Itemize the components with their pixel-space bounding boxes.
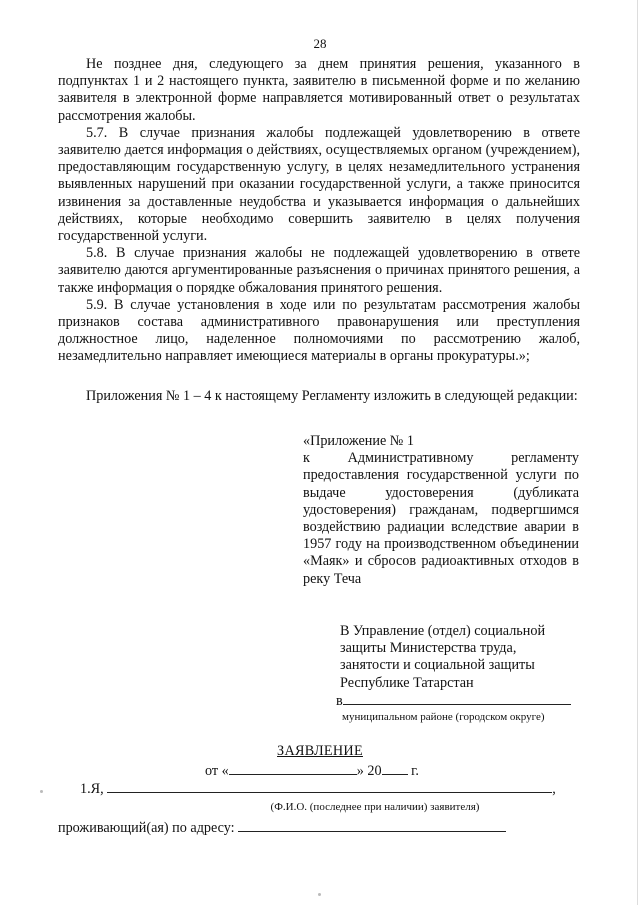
paragraph-5-8: 5.8. В случае признания жалобы не подлежащей удовлетворению в ответе заявителю даются аргументированные разъяснения о причинах принятого решения, а также информация о порядке обжалования принятого решения. (58, 245, 580, 296)
paragraph-appendices: Приложения № 1 – 4 к настоящему Регламенту изложить в следующей редакции: (86, 387, 578, 404)
appendix-description: к Административному регламенту предоставления государственной услуги по выдаче удостоверения (дубликата удостоверения) гражданам, подвергшимся воздействию радиации вследствие аварии в 1957 году на производственном объединении «Маяк» и сбросов радиоактивных отходов в реку Теча (303, 450, 579, 587)
paragraph-5-9: 5.9. В случае установления в ходе или по результатам рассмотрения жалобы признаков состава административного правонарушения или преступления должностное лицо, наделенное полномочиями по рассмотрению жалоб, незамедлительно направляет имеющиеся материалы в органы прокуратуры.»; (58, 296, 580, 365)
addressee-line-4: Республике Татарстан (340, 674, 474, 691)
address-label: проживающий(ая) по адресу: (58, 820, 235, 836)
statement-title-text: ЗАЯВЛЕНИЕ (277, 743, 363, 759)
fio-blank[interactable] (107, 780, 552, 793)
district-prefix: в (336, 692, 343, 709)
addressee-block (336, 623, 580, 724)
page-number: 28 (313, 36, 327, 51)
fio-comma: , (552, 781, 556, 797)
date-suffix: г. (407, 763, 419, 779)
appendix-title: «Приложение № 1 (303, 433, 414, 449)
date-year-prefix: » 20 (356, 763, 382, 779)
paragraph-response: Не позднее дня, следующего за днем принятия решения, указанного в подпунктах 1 и 2 настоящего пункта, заявителю в письменной форме и по желанию заявителя в электронной форме направляется мотивированный ответ о результатах рассмотрения жалобы. (58, 56, 580, 124)
scan-speck (318, 893, 321, 896)
addressee-line-3: занятости и социальной защиты (340, 657, 535, 674)
district-line (336, 692, 580, 710)
district-blank[interactable] (343, 692, 571, 705)
date-prefix: от « (205, 763, 229, 779)
scan-speck (40, 790, 43, 793)
main-text (58, 56, 580, 405)
date-year-blank[interactable] (382, 762, 408, 775)
fio-line (80, 780, 556, 798)
appendix-header (303, 433, 579, 588)
address-blank[interactable] (238, 819, 506, 832)
paragraph-5-7: 5.7. В случае признания жалобы подлежащей удовлетворению в ответе заявителю дается информация о действиях, осуществляемых органом (учреждением), предоставляющим государственную услугу, в целях незамедлительного устранения выявленных нарушений при оказании государственной услуги, а также приносится извинения за доставленные неудобства и указывается информация о дальнейших действиях, которые необходимо совершить заявителю в целях получения государственной услуги. (58, 124, 580, 245)
date-line (205, 762, 419, 780)
addressee-line-2: защиты Министерства труда, (340, 640, 517, 657)
district-caption: муниципальном районе (городском округе) (342, 711, 545, 724)
statement-title (0, 743, 640, 760)
page-edge (637, 0, 638, 905)
date-day-month-blank[interactable] (229, 762, 357, 775)
fio-caption: (Ф.И.О. (последнее при наличии) заявителя) (270, 801, 480, 813)
address-line (58, 819, 506, 837)
item-1-label: 1.Я, (80, 781, 104, 797)
addressee-line-1: В Управление (отдел) социальной (340, 623, 546, 639)
